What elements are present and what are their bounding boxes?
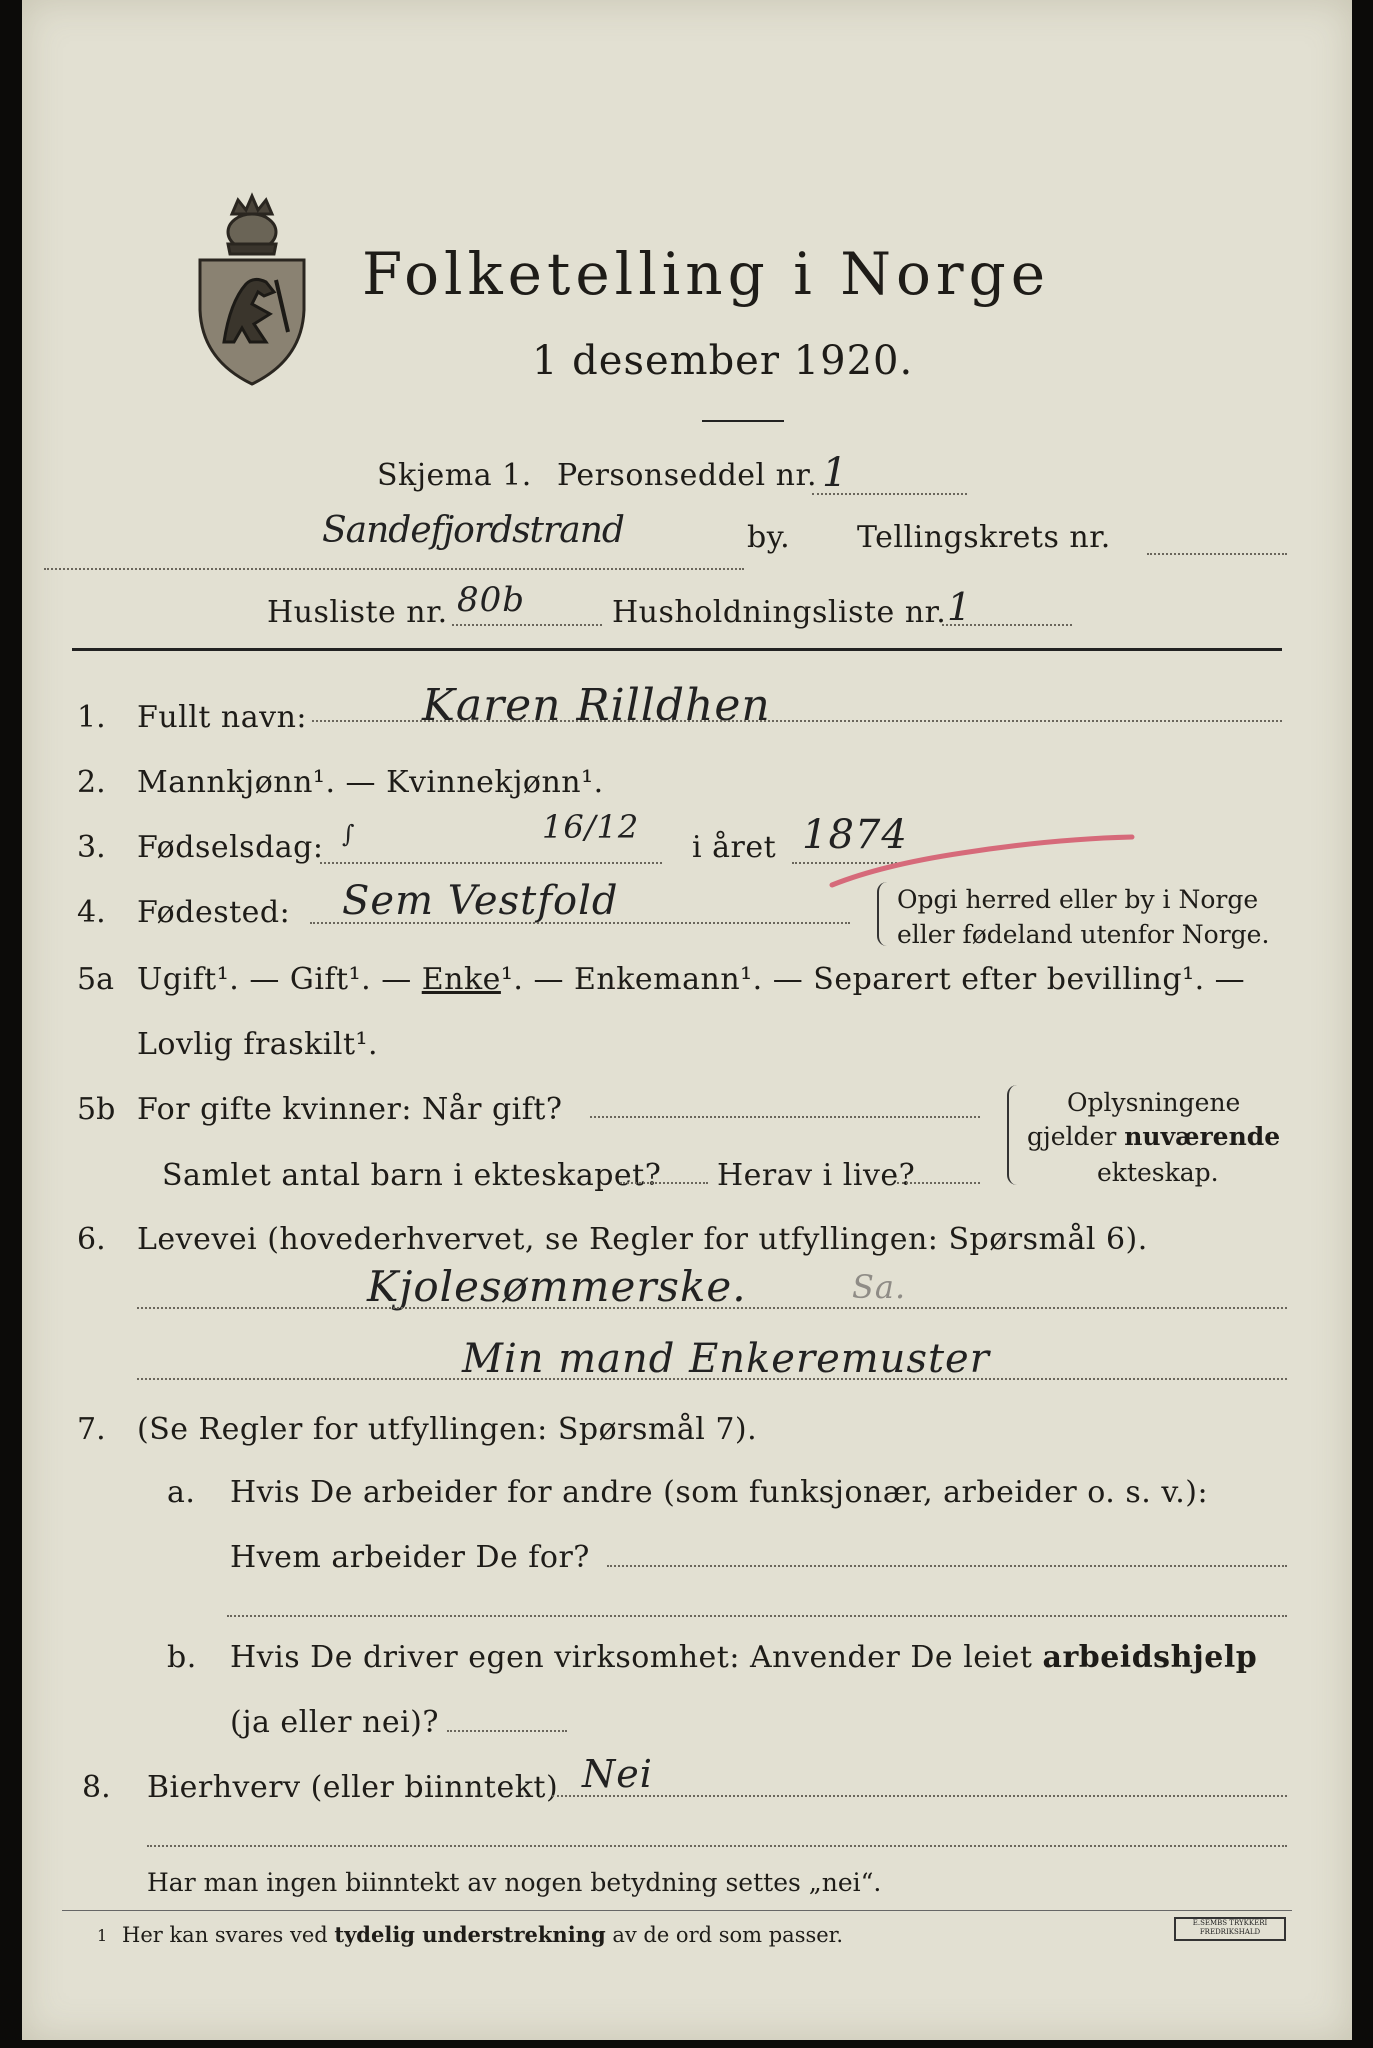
- q5b-note-line1: Oplysningene: [1067, 1088, 1241, 1117]
- q7b-line1: Hvis De driver egen virksomhet: Anvender De leiet arbeidshjelp: [230, 1640, 1258, 1675]
- q5b-children-line: [620, 1182, 708, 1184]
- q6-value1: Kjolesømmerske.: [367, 1262, 747, 1311]
- personseddel-label: Personseddel nr.: [557, 458, 818, 493]
- q5a-enke-underlined: Enke: [421, 962, 501, 997]
- q7a-line-answer2: [227, 1615, 1287, 1617]
- q5b-label: For gifte kvinner: Når gift?: [137, 1092, 563, 1127]
- tellingskrets-line: [1147, 553, 1287, 555]
- q6-value1-note: Sa.: [852, 1268, 907, 1306]
- q3-date-line: [320, 862, 662, 864]
- q6-number: 6.: [77, 1222, 106, 1257]
- q2-label: Mannkjønn¹. — Kvinnekjønn¹.: [137, 765, 604, 800]
- q7a-letter: a.: [167, 1475, 196, 1510]
- q1-number: 1.: [77, 700, 106, 735]
- norwegian-coat-of-arms-icon: [194, 192, 310, 388]
- husliste-value: 80b: [457, 580, 526, 620]
- q3-value: 16/12: [542, 808, 640, 846]
- q5b-alive-label: Herav i live?: [717, 1158, 916, 1193]
- q8-line1: [552, 1795, 1287, 1797]
- q8-number: 8.: [82, 1770, 111, 1805]
- q5b-children-label: Samlet antal barn i ekteskapet?: [162, 1158, 662, 1193]
- q5b-alive-line: [897, 1182, 980, 1184]
- q7-number: 7.: [77, 1412, 106, 1447]
- q2-number: 2.: [77, 765, 106, 800]
- q5a-line1: Ugift¹. — Gift¹. — Enke¹. — Enkemann¹. — Separert efter bevilling¹. —: [137, 962, 1246, 997]
- q3-year-label: i året: [692, 830, 777, 865]
- personseddel-value: 1: [822, 450, 849, 496]
- q3-year-value: 1874: [802, 812, 908, 858]
- q5a-line2: Lovlig fraskilt¹.: [137, 1027, 379, 1062]
- personseddel-line: [812, 493, 967, 495]
- census-date: 1 desember 1920.: [532, 338, 914, 384]
- husliste-label: Husliste nr.: [267, 595, 448, 630]
- q1-label: Fullt navn:: [137, 700, 308, 735]
- q4-note-line2: eller fødeland utenfor Norge.: [897, 920, 1270, 949]
- q5b-when-line: [590, 1116, 980, 1118]
- q5a-number: 5a: [77, 962, 114, 997]
- q6-line1: [137, 1307, 1287, 1309]
- by-value: Sandefjordstrand: [322, 510, 624, 551]
- q7b-line2: (ja eller nei)?: [230, 1705, 439, 1740]
- by-line: [44, 568, 744, 570]
- tellingskrets-label: Tellingskrets nr.: [857, 520, 1111, 555]
- skjema-label: Skjema 1.: [377, 458, 532, 493]
- q8-value: Nei: [582, 1752, 653, 1796]
- footnote-text: Her kan svares ved tydelig understrekning av de ord som passer.: [122, 1922, 844, 1947]
- q6-line2: [137, 1378, 1287, 1380]
- printer-stamp: E.SEMBS TRYKKERI FREDRIKSHALD: [1174, 1917, 1286, 1941]
- q5b-note-line2: gjelder nuværende: [1027, 1122, 1281, 1151]
- husholdning-value: 1: [947, 585, 973, 629]
- title-divider: [702, 420, 784, 422]
- q4-line: [310, 922, 850, 924]
- q5b-note-brace: [1007, 1085, 1019, 1185]
- census-form-page: [22, 0, 1352, 2040]
- q4-number: 4.: [77, 895, 106, 930]
- q7b-letter: b.: [167, 1640, 197, 1675]
- header-divider: [72, 648, 1282, 651]
- q8-line2: [147, 1845, 1287, 1847]
- q1-line: [312, 720, 1282, 722]
- q4-note-line1: Opgi herred eller by i Norge: [897, 885, 1259, 914]
- footnote-marker: 1: [97, 1926, 108, 1945]
- q8-note: Har man ingen biinntekt av nogen betydning settes „nei“.: [147, 1868, 882, 1897]
- husholdning-label: Husholdningsliste nr.: [612, 595, 947, 630]
- q4-label: Fødested:: [137, 895, 291, 930]
- q3-bracket-mark: ∫: [342, 820, 356, 848]
- footnote-divider: [62, 1910, 1292, 1911]
- q8-label: Bierhverv (eller biinntekt): [147, 1770, 559, 1805]
- q1-value: Karen Rilldhen: [422, 680, 771, 731]
- husholdning-line: [942, 624, 1072, 626]
- q7-label: (Se Regler for utfyllingen: Spørsmål 7).: [137, 1412, 758, 1447]
- q5b-note-line3: ekteskap.: [1097, 1158, 1219, 1187]
- q7b-answer-line: [447, 1730, 567, 1732]
- by-label: by.: [747, 520, 791, 555]
- q7a-line-answer1: [607, 1565, 1287, 1567]
- q3-label: Fødselsdag:: [137, 830, 324, 865]
- q4-value: Sem Vestfold: [342, 878, 619, 924]
- q7a-line2: Hvem arbeider De for?: [230, 1540, 590, 1575]
- q5b-number: 5b: [77, 1092, 116, 1127]
- form-title: Folketelling i Norge: [362, 240, 1051, 308]
- q3-number: 3.: [77, 830, 106, 865]
- q6-value2: Min mand Enkeremuster: [462, 1336, 990, 1382]
- q6-label: Levevei (hovederhvervet, se Regler for utfyllingen: Spørsmål 6).: [137, 1222, 1148, 1257]
- husliste-line: [452, 624, 602, 626]
- q4-note-brace: [877, 882, 889, 946]
- q7a-line1: Hvis De arbeider for andre (som funksjonær, arbeider o. s. v.):: [230, 1475, 1209, 1510]
